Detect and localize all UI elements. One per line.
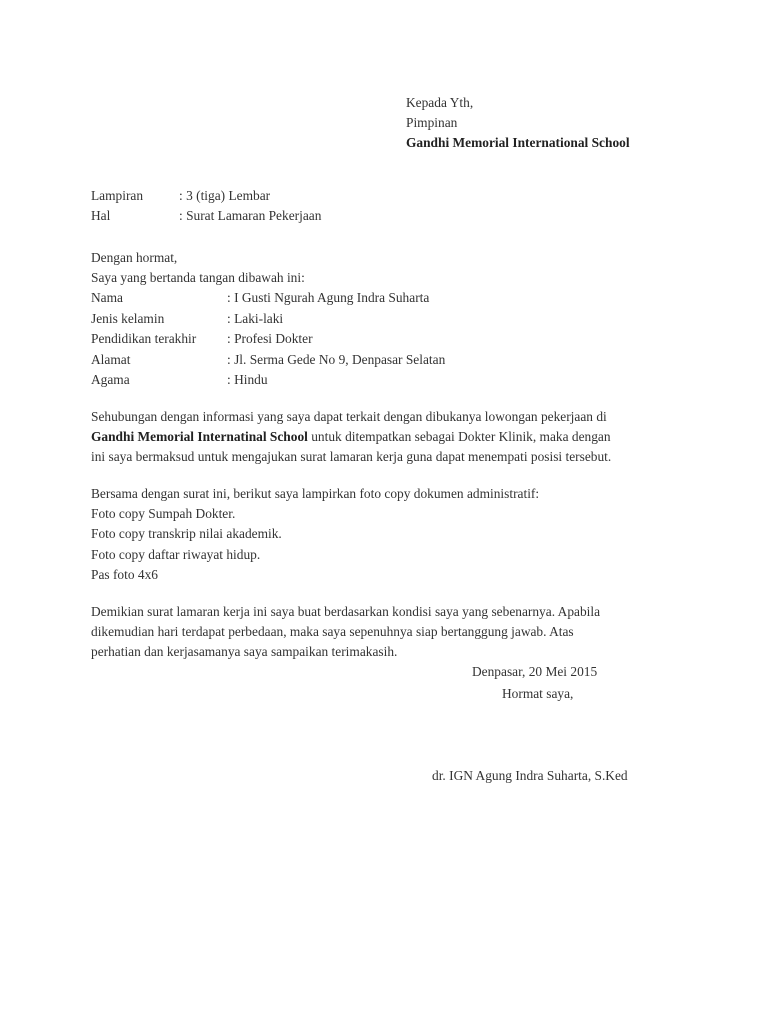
intro-statement: Saya yang bertanda tangan dibawah ini: — [91, 270, 305, 285]
field-label-alamat: Alamat — [91, 352, 131, 367]
paragraph-line-rest: untuk ditempatkan sebagai Dokter Klinik, maka dengan — [307, 429, 611, 444]
paragraph-line: dikemudian hari terdapat perbedaan, maka saya sepenuhnya siap bertanggung jawab. Atas — [91, 624, 574, 639]
recipient-position: Pimpinan — [406, 115, 458, 130]
attachment-item: Pas foto 4x6 — [91, 567, 158, 582]
field-value-hal: : Surat Lamaran Pekerjaan — [179, 208, 322, 223]
salutation: Dengan hormat, — [91, 250, 178, 265]
field-value-jenis-kelamin: : Laki-laki — [227, 311, 284, 326]
field-value-alamat: : Jl. Serma Gede No 9, Denpasar Selatan — [227, 352, 446, 367]
paragraph-line: perhatian dan kerjasamanya saya sampaikan terimakasih. — [91, 644, 398, 659]
field-value-agama: : Hindu — [227, 372, 268, 387]
field-value-nama: : I Gusti Ngurah Agung Indra Suharta — [227, 290, 430, 305]
field-label-jenis-kelamin: Jenis kelamin — [91, 311, 165, 326]
field-label-hal: Hal — [91, 208, 111, 223]
attachments-intro: Bersama dengan surat ini, berikut saya lampirkan foto copy dokumen administratif: — [91, 486, 540, 501]
paragraph-line — [91, 427, 611, 447]
place-date: Denpasar, 20 Mei 2015 — [472, 664, 598, 679]
attachment-item: Foto copy daftar riwayat hidup. — [91, 547, 261, 562]
paragraph-line: Sehubungan dengan informasi yang saya dapat terkait dengan dibukanya lowongan pekerjaan di — [91, 409, 607, 424]
field-label-nama: Nama — [91, 290, 123, 305]
field-label-pendidikan: Pendidikan terakhir — [91, 331, 197, 346]
field-value-pendidikan: : Profesi Dokter — [227, 331, 313, 346]
paragraph-line: Demikian surat lamaran kerja ini saya buat berdasarkan kondisi saya yang sebenarnya. Apabila — [91, 604, 601, 619]
attachment-item: Foto copy transkrip nilai akademik. — [91, 526, 282, 541]
recipient-organization: Gandhi Memorial International School — [406, 135, 630, 150]
regards: Hormat saya, — [502, 686, 574, 701]
recipient-greeting: Kepada Yth, — [406, 95, 474, 110]
school-name: Gandhi Memorial Internatinal School — [91, 429, 308, 444]
attachment-item: Foto copy Sumpah Dokter. — [91, 506, 236, 521]
signatory-name: dr. IGN Agung Indra Suharta, S.Ked — [432, 768, 628, 783]
field-label-lampiran: Lampiran — [91, 188, 144, 203]
field-label-agama: Agama — [91, 372, 130, 387]
paragraph-line: ini saya bermaksud untuk mengajukan surat lamaran kerja guna dapat menempati posisi tersebut. — [91, 449, 612, 464]
field-value-lampiran: : 3 (tiga) Lembar — [179, 188, 271, 203]
